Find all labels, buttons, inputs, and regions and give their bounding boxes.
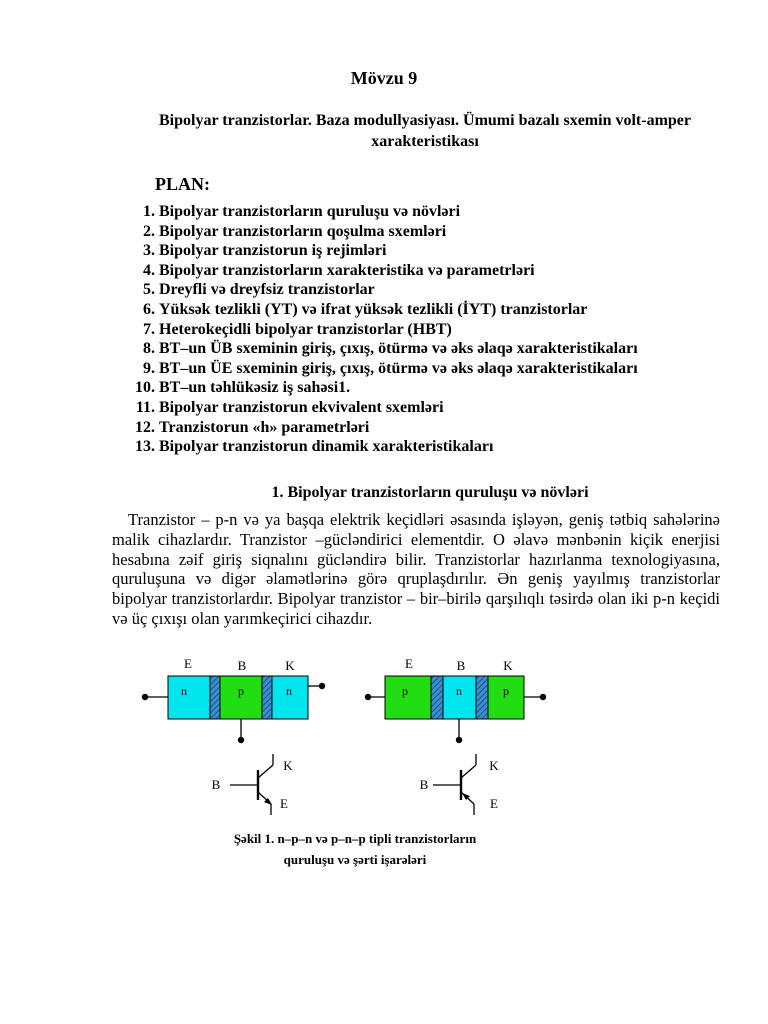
plan-item: 4. Bipolyar tranzistorların xarakteristika və parametrləri [143, 261, 535, 279]
pnp-symbol-e: E [490, 796, 498, 811]
plan-item: 8. BT–un ÜB sxeminin giriş, çıxış, ötürmə və əks əlaqə xarakteristikaları [143, 340, 638, 358]
npn-symbol [212, 754, 294, 815]
npn-junction-1 [210, 676, 220, 719]
npn-region-2: p [238, 684, 244, 698]
npn-region-1: n [181, 684, 187, 698]
npn-symbol-k: K [283, 758, 293, 773]
npn-label-e: E [184, 656, 192, 671]
pnp-label-b: B [456, 658, 466, 673]
topic-heading: Mövzu 9 [350, 68, 418, 88]
pnp-region-1: p [402, 684, 408, 698]
npn-label-k: K [285, 658, 295, 673]
pnp-structure [365, 656, 546, 743]
pnp-symbol-k: K [489, 758, 499, 773]
npn-emitter-region [168, 676, 210, 719]
npn-region-3: n [286, 684, 292, 698]
plan-item: 2. Bipolyar tranzistorların qoşulma sxemləri [143, 222, 447, 240]
pnp-symbol-b: B [419, 777, 429, 792]
plan-item: 12. Tranzistorun «h» parametrləri [135, 418, 370, 436]
plan-item: 3. Bipolyar tranzistorun iş rejimləri [143, 242, 387, 260]
pnp-region-3: p [503, 684, 509, 698]
figure-caption: Şəkil 1. n–p–n və p–n–p tipli tranzistorların quruluşu və şərti işarələri [233, 831, 477, 867]
pnp-emitter-region [385, 676, 431, 719]
plan-item: 11. Bipolyar tranzistorun ekvivalent sxemləri [135, 398, 444, 416]
plan-item: 9. BT–un ÜE sxeminin giriş, çıxış, ötürmə və əks əlaqə xarakteristikaları [143, 359, 638, 377]
npn-symbol-e: E [280, 796, 288, 811]
pnp-junction-2 [476, 676, 488, 719]
body-paragraph: Tranzistor – p-n və ya başqa elektrik keçidləri əsasında işləyən, geniş tətbiq sahələrinə malik cihazlardır. Tranzistor –gücləndirici elementdir. O əlavə mənbənin kiçik enerjisi hesabına zəif giriş siqnalını gücləndirə bilir. Tranzistorlar hazırlanma texnologiyasına, quruluşuna və digər əlamətlərinə görə qruplaşdırılır. Ən geniş yayılmış tranzistorlar bipolyar tranzistorlardır. Bipolyar tranzistor – bir–birilə qarşılıqlı təsirdə olan iki p-n keçidi və üç çıxışı olan yarımkeçirici cihazdır. [112, 510, 720, 628]
pnp-label-k: K [503, 658, 513, 673]
document-title: Bipolyar tranzistorlar. Baza modullyasiyası. Ümumi bazalı sxemin volt-amper xarakteristikası [159, 112, 691, 150]
pnp-junction-1 [431, 676, 443, 719]
plan-item: 10. BT–un təhlükəsiz iş sahəsi1. [135, 379, 351, 397]
pnp-region-2: n [456, 684, 462, 698]
npn-junction-2 [262, 676, 272, 719]
plan-list [130, 202, 638, 457]
plan-item: 7. Heterokeçidli bipolyar tranzistorlar (HBT) [143, 320, 452, 338]
plan-heading: PLAN: [155, 174, 210, 194]
plan-item: 1. Bipolyar tranzistorların quruluşu və növləri [143, 203, 461, 220]
npn-label-b: B [237, 658, 247, 673]
pnp-symbol [420, 754, 500, 815]
section-heading: 1. Bipolyar tranzistorların quruluşu və növləri [271, 484, 589, 501]
pnp-label-e: E [405, 656, 413, 671]
plan-item: 13. Bipolyar tranzistorun dinamik xarakteristikaları [135, 438, 494, 456]
npn-structure [142, 656, 325, 743]
plan-item: 5. Dreyfli və dreyfsiz tranzistorlar [143, 281, 375, 299]
plan-item: 6. Yüksək tezlikli (YT) və ifrat yüksək tezlikli (İYT) tranzistorlar [143, 300, 588, 318]
npn-symbol-b: B [211, 777, 221, 792]
